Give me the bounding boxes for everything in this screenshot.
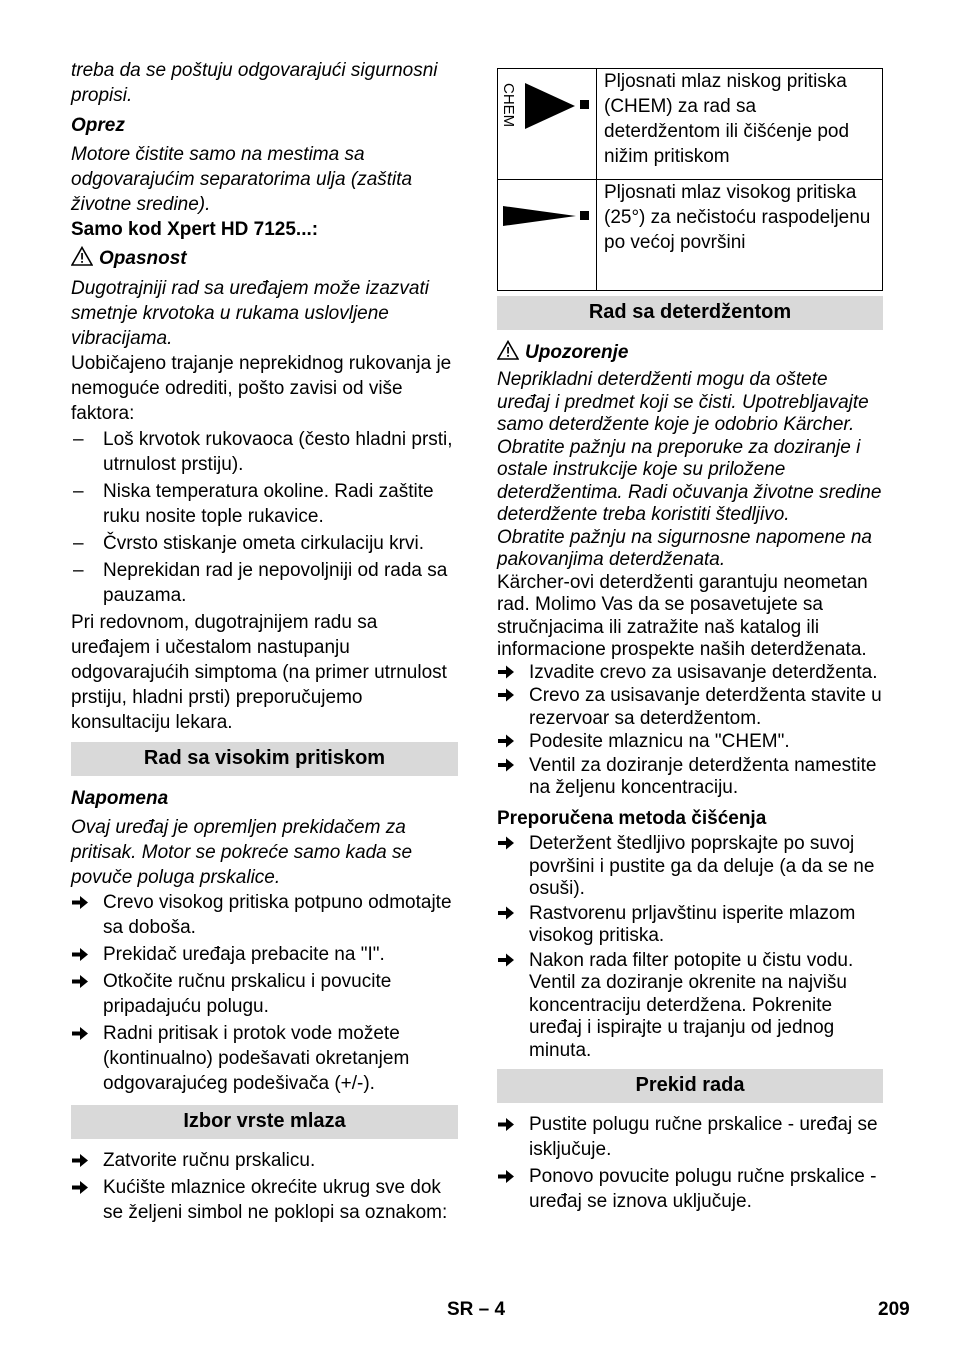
nozzle-desc-25: Pljosnati mlaz visokog pritiska (25°) za nečistoću raspodeljenu po većoj površini xyxy=(597,180,883,291)
list-item: Radni pritisak i protok vode možete (kontinualno) podešavati okretanjem odgovarajućeg podešivača (+/-). xyxy=(71,1021,458,1096)
list-item: – Loš krvotok rukovaoca (često hladni prsti, utrnulost prstiju). xyxy=(73,429,453,475)
dash-bullet: – xyxy=(73,533,84,554)
section-header-detergent: Rad sa deterdžentom xyxy=(497,296,883,330)
advice-text: Pri redovnom, dugotrajnijem radu sa uređajem i učestalom nastupanju odgovarajućih simptoma (na primer utrnulost prstiju, hladni prsti) preporučujemo konsultaciju lekara. xyxy=(71,612,447,733)
high-pressure-steps xyxy=(71,890,458,1096)
note-text: Ovaj uređaj je opremljen prekidačem za pritisak. Motor se pokreće samo kada se povuče poluga prskalice. xyxy=(71,817,413,888)
nozzle-symbol-chem xyxy=(498,69,597,180)
arrow-right-icon xyxy=(497,950,515,975)
warning-text: Neprikladni deterdženti mogu da oštete uređaj i predmet koji se čisti. Upotrebljavajte samo deterdžente koje je odobrio Kärcher. Obratite pažnju na preporuke za doziranje i ostale instrukcije koje su priložene deterdžentima. Radi očuvanja životne sredine deterdžente treba koristiti štedljivo. xyxy=(497,369,882,525)
list-item: – Neprekidan rad je nepovoljniji od rada sa pauzama. xyxy=(73,560,448,606)
caution-title: Oprez xyxy=(71,115,125,136)
chem-symbol-label: CHEM xyxy=(500,83,517,128)
arrow-right-icon xyxy=(497,685,515,710)
info-text: Kärcher-ovi deterdženti garantuju neometan rad. Molimo Vas da se posavetujete sa stručnjacima ili zatražite naš katalog ili informacione prospekte naših deterdženata. xyxy=(497,571,868,660)
list-item: Prekidač uređaja prebacite na "I". xyxy=(71,942,458,967)
method-title: Preporučena metoda čišćenja xyxy=(497,807,767,829)
list-item: – Čvrsto stiskanje ometa cirkulaciju krvi. xyxy=(73,533,424,554)
page-number: 209 xyxy=(878,1299,910,1320)
nozzle-desc-chem: Pljosnati mlaz niskog pritiska (CHEM) za rad sa deterdžentom ili čišćenje pod nižim pritiskom xyxy=(597,69,883,180)
danger-text: Dugotrajniji rad sa uređajem može izazvati smetnje krvotoka u rukama uslovljene vibracijama. xyxy=(71,278,429,349)
note-title: Napomena xyxy=(71,788,169,809)
warning-text-2: Obratite pažnju na sigurnosne napomene na pakovanjima deterdženata. xyxy=(497,526,872,570)
table-row xyxy=(498,180,883,291)
method-steps xyxy=(497,833,883,1062)
list-item: Pustite polugu ručne prskalice - uređaj se isključuje. xyxy=(497,1112,883,1162)
list-item: Kućište mlaznice okrećite ukrug sve dok se željeni simbol ne poklopi sa oznakom: xyxy=(71,1175,458,1225)
section-header-nozzle: Izbor vrste mlaza xyxy=(71,1105,458,1139)
arrow-right-icon xyxy=(497,731,515,756)
arrow-right-icon xyxy=(71,969,89,994)
list-item: Ventil za doziranje deterdženta namestite na željenu koncentraciju. xyxy=(497,755,883,800)
usage-text: Uobičajeno trajanje neprekidnog rukovanja je nemoguće odrediti, pošto zavisi od više faktora: xyxy=(71,353,452,424)
warning-triangle-icon xyxy=(71,246,93,266)
list-item: Ponovo povucite polugu ručne prskalice - uređaj se iznova uključuje. xyxy=(497,1164,883,1214)
arrow-right-icon xyxy=(71,1148,89,1173)
dash-bullet: – xyxy=(73,560,84,581)
list-item: Rastvorenu prljavštinu isperite mlazom visokog pritiska. xyxy=(497,903,883,948)
footer-section-label: SR – 4 xyxy=(447,1299,506,1320)
left-column xyxy=(71,58,458,1225)
arrow-right-icon xyxy=(497,662,515,687)
arrow-right-icon xyxy=(497,903,515,928)
table-row xyxy=(498,69,883,180)
right-column xyxy=(497,68,883,1214)
detergent-body xyxy=(497,369,883,1062)
arrow-right-icon xyxy=(71,1175,89,1200)
section-header-stop: Prekid rada xyxy=(497,1069,883,1103)
list-item: Crevo za usisavanje deterdženta stavite u rezervoar sa deterdžentom. xyxy=(497,685,883,730)
intro-text: treba da se poštuju odgovarajući sigurnosni propisi. xyxy=(71,60,438,106)
warning-title: Upozorenje xyxy=(525,342,629,363)
list-item: Izvadite crevo za usisavanje deterdženta. xyxy=(497,662,883,685)
list-item: Podesite mlaznicu na "CHEM". xyxy=(497,731,883,754)
nozzle-symbol-25 xyxy=(498,180,597,291)
flat-jet-nozzle-icon xyxy=(498,180,596,283)
nozzle-steps xyxy=(71,1148,458,1225)
list-item: Crevo visokog pritiska potpuno odmotajte sa doboša. xyxy=(71,890,458,940)
factor-list xyxy=(71,427,458,608)
dash-bullet: – xyxy=(73,481,84,502)
list-item: Deteržent štedljivo poprskajte po suvoj površini i pustite ga da deluje (a da se ne osuši). xyxy=(497,833,883,901)
warning-triangle-icon xyxy=(497,340,519,360)
danger-heading xyxy=(71,246,458,271)
list-item: Otkočite ručnu prskalicu i povucite pripadajuću polugu. xyxy=(71,969,458,1019)
arrow-right-icon xyxy=(71,942,89,967)
list-item: – Niska temperatura okoline. Radi zaštite ruku nosite tople rukavice. xyxy=(73,481,434,527)
arrow-right-icon xyxy=(497,1112,515,1137)
caution-text: Motore čistite samo na mestima sa odgovarajućim separatorima ulja (zaštita životne sredine). xyxy=(71,144,413,215)
arrow-right-icon xyxy=(497,755,515,780)
arrow-right-icon xyxy=(71,1021,89,1046)
nozzle-symbol-table xyxy=(497,68,883,291)
list-item: Nakon rada filter potopite u čistu vodu. Ventil za doziranje okrenite na najvišu koncentraciju deterdžena. Pokrenite uređaj i ispirajte u trajanju od jednog minuta. xyxy=(497,950,883,1063)
section-header-high-pressure: Rad sa visokim pritiskom xyxy=(71,742,458,776)
list-item: Zatvorite ručnu prskalicu. xyxy=(71,1148,458,1173)
chem-nozzle-icon xyxy=(498,69,596,172)
danger-title: Opasnost xyxy=(99,248,187,269)
arrow-right-icon xyxy=(497,1164,515,1189)
model-note: Samo kod Xpert HD 7125...: xyxy=(71,219,319,240)
arrow-right-icon xyxy=(497,833,515,858)
dash-bullet: – xyxy=(73,429,84,450)
detergent-steps xyxy=(497,662,883,800)
stop-steps xyxy=(497,1112,883,1214)
warning-heading xyxy=(497,340,883,365)
arrow-right-icon xyxy=(71,890,89,915)
